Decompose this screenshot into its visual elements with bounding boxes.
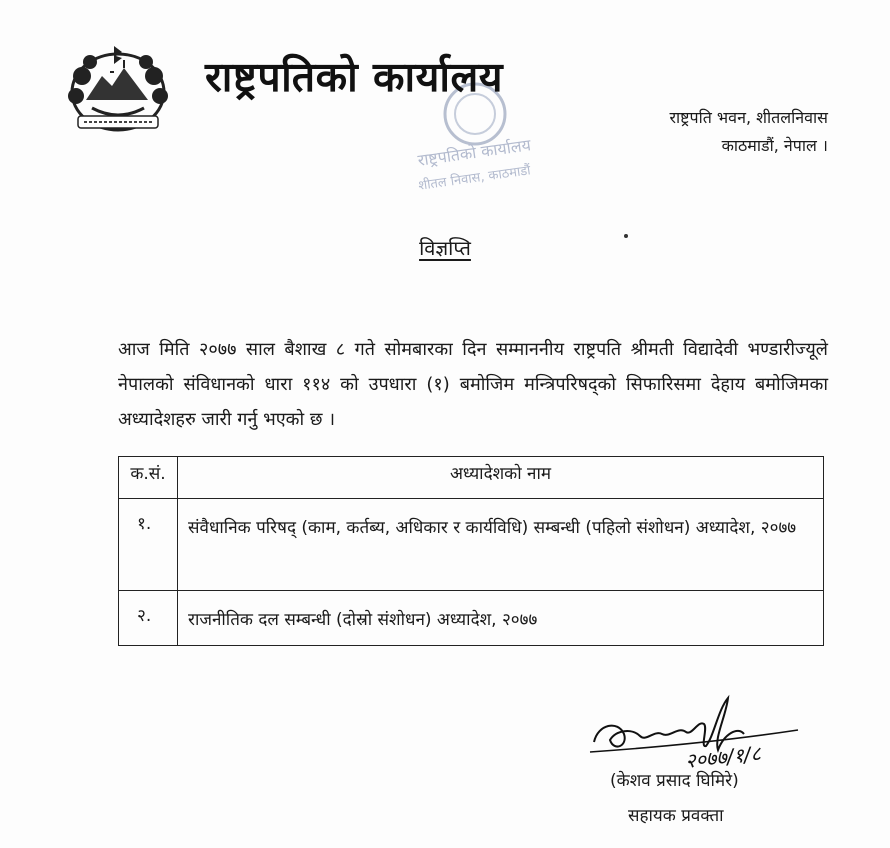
address-line-2: काठमाडौं, नेपाल । <box>721 136 828 155</box>
table-row <box>119 499 824 591</box>
ordinance-table <box>118 456 824 646</box>
stamp-text-line1: राष्ट्रपतिको कार्यालय <box>416 135 532 170</box>
row-serial: १. <box>119 499 178 591</box>
row-ordinance-name: संवैधानिक परिषद् (काम, कर्तब्य, अधिकार र कार्यविधि) सम्बन्धी (पहिलो संशोधन) अध्यादेश, २०७७ <box>178 499 824 591</box>
signature-date: २०७७/१/८ <box>684 741 762 773</box>
stamp-text-line2: शीतल निवास, काठमाडौं <box>417 163 532 194</box>
table-header-row <box>119 457 824 499</box>
ink-dot <box>624 234 628 238</box>
row-serial: २. <box>119 591 178 646</box>
notice-heading: विज्ञप्ति <box>419 236 471 260</box>
notice-body: आज मिति २०७७ साल बैशाख ८ गते सोमबारका दिन सम्माननीय राष्ट्रपति श्रीमती विद्यादेवी भण्डारीज्यूले नेपालको संविधानको धारा ११४ को उपधारा (१) बमोजिम मन्त्रिपरिषद्को सिफारिसमा देहाय बमोजिमका अध्यादेशहरु जारी गर्नु भएको छ । <box>118 339 828 430</box>
office-title: राष्ट्रपतिको कार्यालय <box>205 53 504 101</box>
office-address <box>669 104 828 160</box>
signatory-designation: सहायक प्रवक्ता <box>628 806 724 826</box>
address-line-1: राष्ट्रपति भवन, शीतलनिवास <box>669 108 828 127</box>
header-serial: क.सं. <box>119 457 178 499</box>
handwritten-signature <box>588 690 808 780</box>
header-ordinance-name: अध्यादेशको नाम <box>178 457 824 499</box>
signatory-name: (केशव प्रसाद घिमिरे) <box>610 771 739 791</box>
row-ordinance-name: राजनीतिक दल सम्बन्धी (दोस्रो संशोधन) अध्यादेश, २०७७ <box>178 591 824 646</box>
table-row <box>119 591 824 646</box>
national-emblem-icon <box>62 42 174 134</box>
